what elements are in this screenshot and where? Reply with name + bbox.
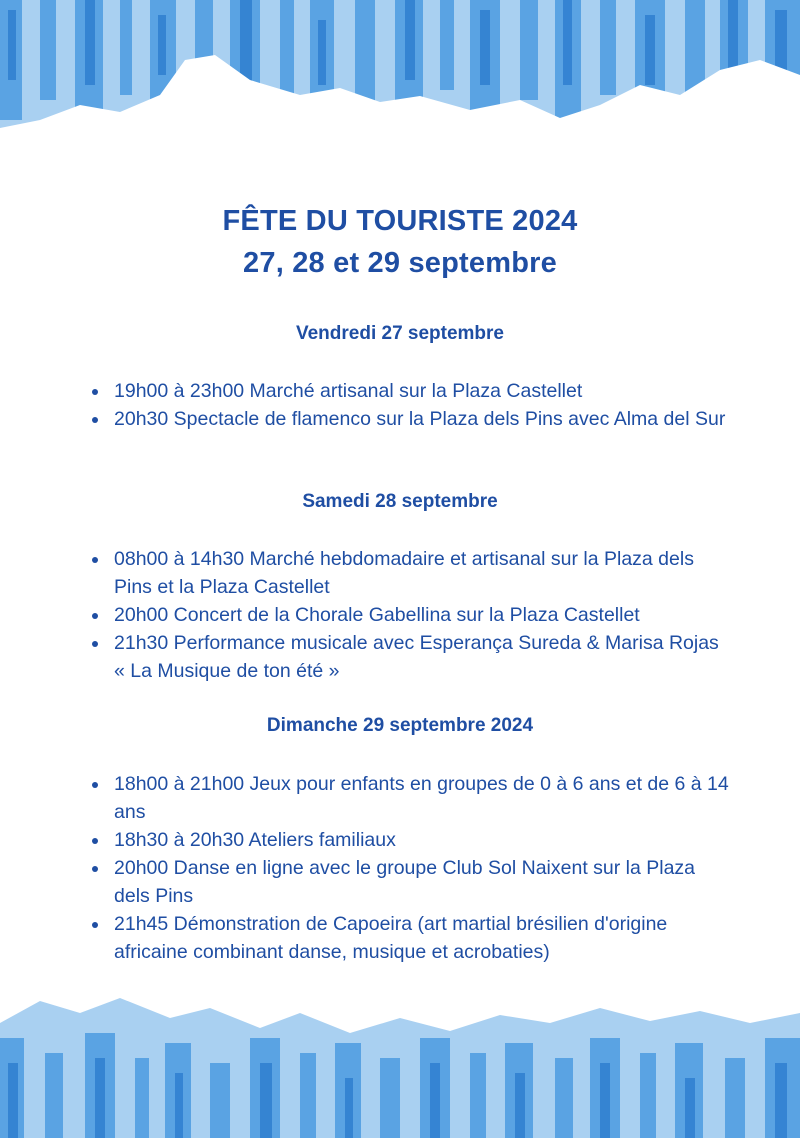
list-item [84, 854, 734, 910]
top-decorative-banner [0, 0, 800, 150]
event-title-name: FÊTE DU TOURISTE 2024 [222, 205, 578, 237]
event-text: 19h00 à 23h00 Marché artisanal sur la Plaza Castellet [114, 380, 583, 402]
day-heading-saturday: Samedi 28 septembre [302, 491, 498, 512]
bullet-icon [92, 866, 98, 872]
day-heading-friday: Vendredi 27 septembre [295, 323, 505, 344]
list-item [84, 629, 734, 685]
event-title [0, 200, 800, 284]
event-title-dates: 27, 28 et 29 septembre [243, 247, 557, 279]
event-text: 20h00 Danse en ligne avec le groupe Club Sol Naixent sur la Plaza dels Pins [114, 857, 696, 907]
event-text: 18h30 à 20h30 Ateliers familiaux [114, 829, 396, 851]
list-item [84, 910, 734, 966]
day-heading-sunday: Dimanche 29 septembre 2024 [266, 715, 534, 736]
bottom-decorative-banner [0, 993, 800, 1138]
event-text: 21h30 Performance musicale avec Esperança Sureda & Marisa Rojas « La Musique de ton été » [114, 632, 719, 682]
list-item [84, 601, 734, 629]
list-item [84, 545, 734, 601]
event-text: 20h30 Spectacle de flamenco sur la Plaza dels Pins avec Alma del Sur [114, 408, 726, 430]
event-text: 18h00 à 21h00 Jeux pour enfants en groupes de 0 à 6 ans et de 6 à 14 ans [114, 773, 729, 823]
bullet-icon [92, 922, 98, 928]
bullet-icon [92, 613, 98, 619]
bullet-icon [92, 641, 98, 647]
event-list-sunday [84, 770, 734, 966]
bullet-icon [92, 782, 98, 788]
list-item [84, 377, 734, 405]
bullet-icon [92, 417, 98, 423]
bullet-icon [92, 838, 98, 844]
bullet-icon [92, 389, 98, 395]
event-list-friday [84, 377, 734, 433]
event-text: 08h00 à 14h30 Marché hebdomadaire et artisanal sur la Plaza dels Pins et la Plaza Castellet [114, 548, 694, 598]
list-item [84, 826, 734, 854]
list-item [84, 405, 734, 433]
event-text: 21h45 Démonstration de Capoeira (art martial brésilien d'origine africaine combinant danse, musique et acrobaties) [114, 913, 668, 963]
bullet-icon [92, 557, 98, 563]
list-item [84, 770, 734, 826]
event-list-saturday [84, 545, 734, 685]
event-text: 20h00 Concert de la Chorale Gabellina sur la Plaza Castellet [114, 604, 640, 626]
